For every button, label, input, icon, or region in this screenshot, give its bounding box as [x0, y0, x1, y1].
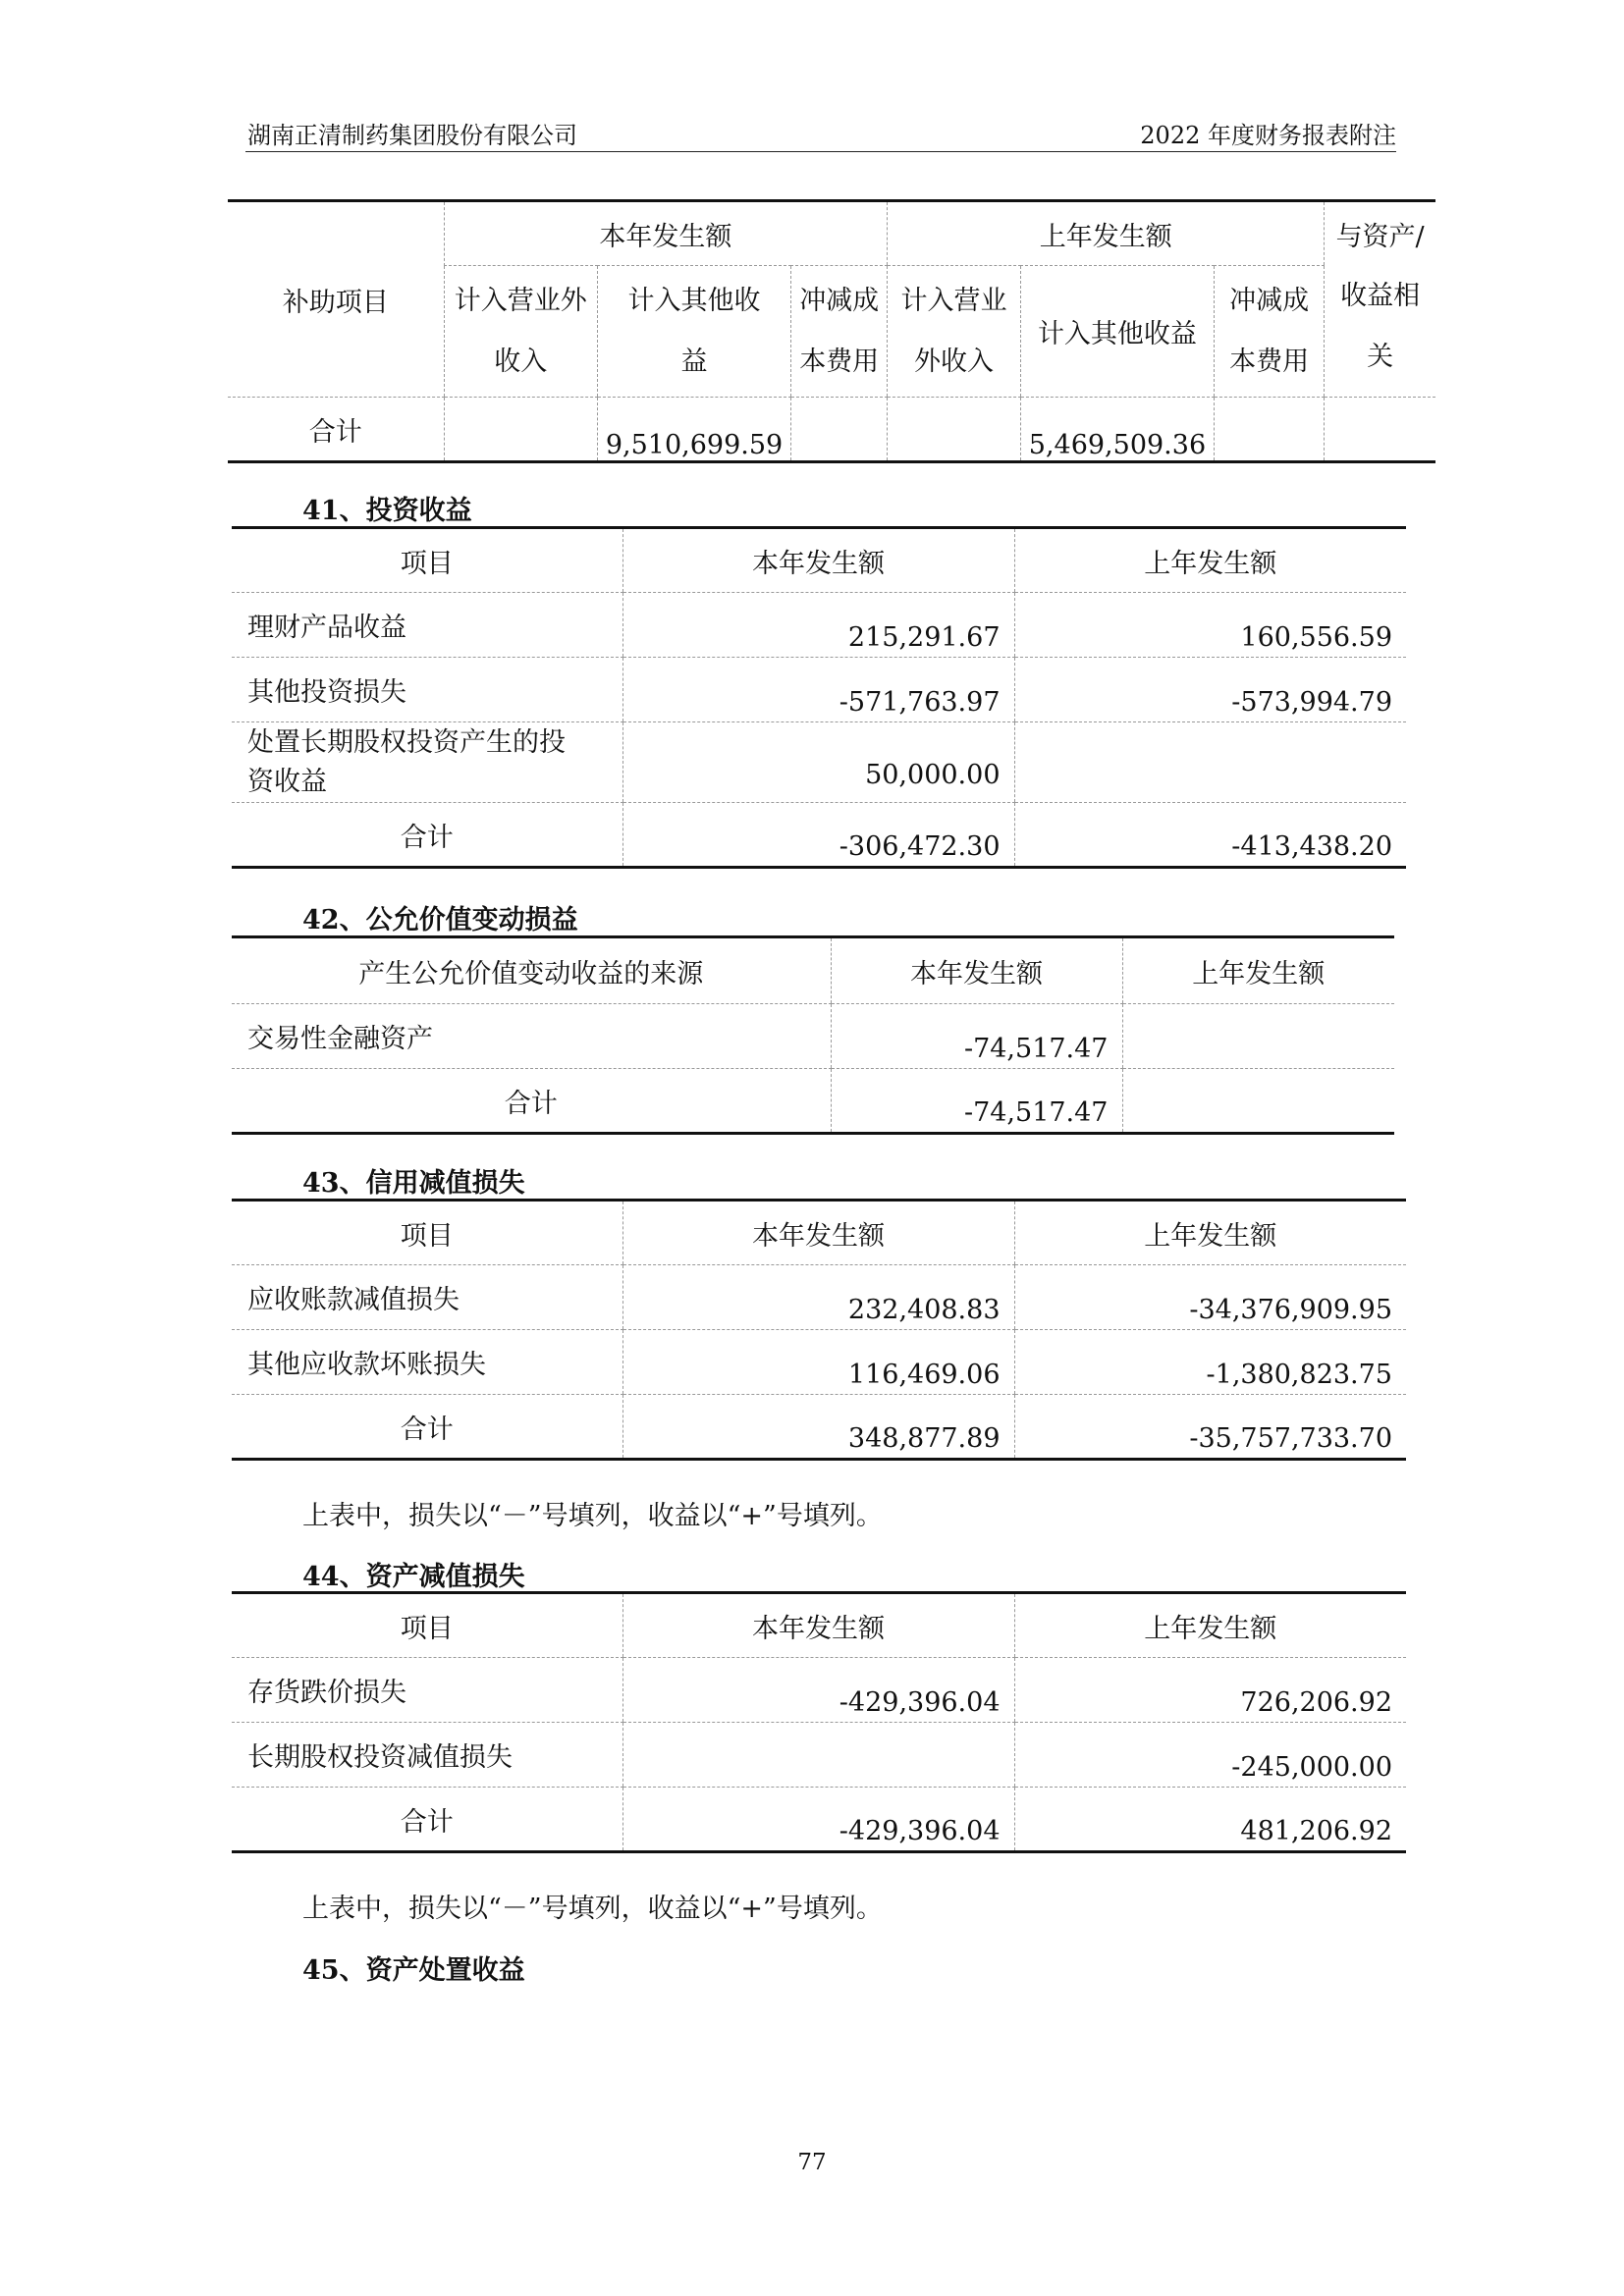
header-source: 产生公允价值变动收益的来源 — [232, 937, 831, 1004]
header-item: 项目 — [232, 1593, 623, 1658]
total-cur-other: 9,510,699.59 — [597, 398, 790, 462]
header-divider — [245, 151, 1396, 152]
asset-impairment-table — [232, 1591, 1406, 1853]
header-item: 项目 — [232, 1201, 623, 1265]
header-cur-offset: 冲减成 本费用 — [791, 266, 888, 398]
header-cur-nonop: 计入营业外 收入 — [444, 266, 597, 398]
header-previous: 上年发生额 — [1122, 937, 1394, 1004]
page-number: 77 — [797, 2150, 827, 2175]
table-row: 其他应收款坏账损失 116,469.06 -1,380,823.75 — [232, 1330, 1406, 1395]
credit-impairment-table — [232, 1199, 1406, 1461]
section-45-title: 45、资产处置收益 — [302, 1955, 525, 1986]
section-43-title: 43、信用减值损失 — [302, 1168, 525, 1199]
section-43-note: 上表中，损失以“－”号填列，收益以“+”号填列。 — [302, 1501, 883, 1531]
table-row: 理财产品收益 215,291.67 160,556.59 — [232, 593, 1406, 658]
header-previous: 上年发生额 — [1014, 528, 1406, 593]
header-prev-nonop: 计入营业 外收入 — [888, 266, 1021, 398]
header-current: 本年发生额 — [831, 937, 1122, 1004]
header-prev-other: 计入其他收益 — [1020, 266, 1214, 398]
total-prev-other: 5,469,509.36 — [1020, 398, 1214, 462]
header-grant-item: 补助项目 — [228, 201, 444, 398]
grant-table — [228, 199, 1435, 463]
table-row: 长期股权投资减值损失 -245,000.00 — [232, 1723, 1406, 1788]
header-previous-year: 上年发生额 — [888, 201, 1325, 266]
header-related-a: 与资产/ — [1325, 201, 1435, 266]
table-row: 其他投资损失 -571,763.97 -573,994.79 — [232, 658, 1406, 722]
total-row: 合计 -429,396.04 481,206.92 — [232, 1788, 1406, 1852]
total-label: 合计 — [228, 398, 444, 462]
section-41-title: 41、投资收益 — [302, 496, 472, 526]
section-42-title: 42、公允价值变动损益 — [302, 905, 578, 935]
table-row: 存货跌价损失 -429,396.04 726,206.92 — [232, 1658, 1406, 1723]
investment-income-table — [232, 526, 1406, 869]
header-previous: 上年发生额 — [1014, 1201, 1406, 1265]
section-44-title: 44、资产减值损失 — [302, 1562, 525, 1592]
table-row: 处置长期股权投资产生的投 资收益 50,000.00 — [232, 722, 1406, 803]
fair-value-table — [232, 935, 1394, 1135]
report-title: 2022 年度财务报表附注 — [1140, 122, 1396, 149]
header-current: 本年发生额 — [623, 1593, 1014, 1658]
total-row: 合计 -74,517.47 — [232, 1069, 1394, 1134]
company-name: 湖南正清制药集团股份有限公司 — [247, 122, 577, 149]
header-current: 本年发生额 — [623, 528, 1014, 593]
table-row: 交易性金融资产 -74,517.47 — [232, 1004, 1394, 1069]
header-related-bc: 收益相 关 — [1325, 266, 1435, 398]
header-previous: 上年发生额 — [1014, 1593, 1406, 1658]
table-row: 应收账款减值损失 232,408.83 -34,376,909.95 — [232, 1265, 1406, 1330]
total-row: 合计 348,877.89 -35,757,733.70 — [232, 1395, 1406, 1460]
header-item: 项目 — [232, 528, 623, 593]
section-44-note: 上表中，损失以“－”号填列，收益以“+”号填列。 — [302, 1894, 883, 1924]
header-cur-other: 计入其他收 益 — [597, 266, 790, 398]
header-current-year: 本年发生额 — [444, 201, 888, 266]
header-current: 本年发生额 — [623, 1201, 1014, 1265]
header-prev-offset: 冲减成 本费用 — [1215, 266, 1325, 398]
total-row: 合计 -306,472.30 -413,438.20 — [232, 803, 1406, 868]
